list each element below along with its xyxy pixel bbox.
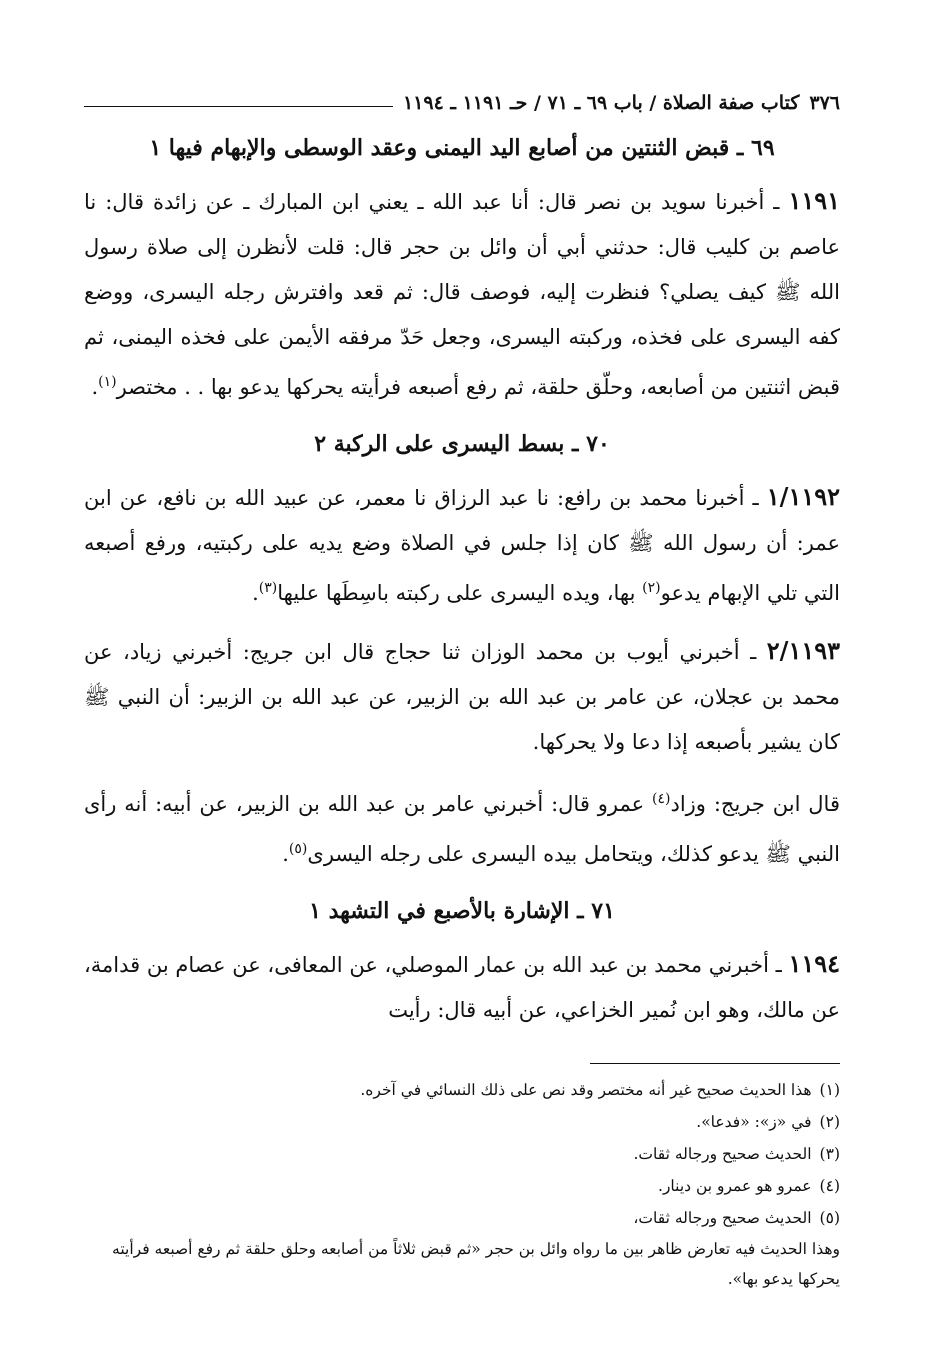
- footnote-number: (٥): [819, 1209, 840, 1227]
- footnote-continuation: وهذا الحديث فيه تعارض ظاهر بين ما رواه وائل بن حجر «ثم قبض ثلاثاً من أصابعه وحلق حلقة ثم رفع أصبعه فرأيته يحركها يدعو بها».: [112, 1240, 840, 1288]
- footnote-separator: [590, 1063, 840, 1064]
- footnote-number: (١): [819, 1081, 840, 1099]
- footnote-marker[interactable]: (٣): [258, 580, 278, 596]
- hadith-tail: .: [282, 842, 289, 866]
- footnote-text: عمرو هو عمرو بن دينار.: [658, 1177, 812, 1195]
- section-heading-70: ٧٠ ـ بسط اليسرى على الركبة ٢: [314, 431, 610, 457]
- hadith-1192: [84, 474, 840, 616]
- footnote-text: الحديث صحيح ورجاله ثقات،: [633, 1209, 812, 1227]
- footnote-item: [84, 1138, 840, 1170]
- hadith-1193: [84, 628, 840, 765]
- hadith-1194: [84, 941, 840, 1033]
- section-heading-69: ٦٩ ـ قبض الثنتين من أصابع اليد اليمنى وعقد الوسطى والإبهام فيها ١: [149, 135, 775, 161]
- hadith-1193-addition: [84, 777, 840, 877]
- footnote-item: [84, 1202, 840, 1234]
- footnote-item: [84, 1106, 840, 1138]
- book-title: كتاب صفة الصلاة / باب ٦٩ ـ ٧١ / حـ ١١٩١ ـ ١١٩٤: [402, 92, 800, 114]
- hadith-number: ٢/١١٩٣: [766, 636, 840, 665]
- hadith-text: ـ أخبرنا محمد بن رافع: نا عبد الرزاق نا معمر، عن عبيد الله بن نافع، عن ابن عمر: أن رسول الله ﷺ كان إذا جلس في الصلاة وضع يديه على ركبتيه، ورفع أصبعه التي تلي الإبهام يدعو: [84, 486, 840, 605]
- footnote-marker[interactable]: (١): [98, 374, 117, 390]
- hadith-text: ـ أخبرني أيوب بن محمد الوزان ثنا حجاج قال ابن جريج: أخبرني زياد، عن محمد بن عجلان، عن عامر بن عبد الله بن الزبير، عن عبد الله بن الزبير: أن النبي ﷺ كان يشير بأصبعه إذا دعا ولا يحركها.: [84, 640, 840, 754]
- hadith-1191: [84, 178, 840, 410]
- page-number: ٣٧٦: [809, 92, 840, 114]
- hadith-text: ـ أخبرني محمد بن عبد الله بن عمار الموصلي، عن المعافى، عن عصام بن قدامة، عن مالك، وهو ابن نُمير الخزاعي، عن أبيه قال: رأيت: [84, 953, 840, 1022]
- hadith-tail: .: [252, 581, 259, 605]
- footnote-text: الحديث صحيح ورجاله ثقات.: [633, 1145, 812, 1163]
- footnote-number: (٣): [819, 1145, 840, 1163]
- hadith-text-continued: عمرو قال: أخبرني عامر بن عبد الله بن الزبير، عن أبيه: أنه رأى النبي ﷺ يدعو كذلك، ويتحامل بيده اليسرى على رجله اليسرى: [84, 792, 840, 866]
- footnote-item: [84, 1074, 840, 1106]
- hadith-number: ١١٩٤: [788, 949, 840, 978]
- footnote-text: في «ز»: «فدعا».: [696, 1113, 812, 1131]
- footnotes: [84, 1074, 840, 1294]
- footnote-number: (٢): [819, 1113, 840, 1131]
- footnote-number: (٤): [819, 1177, 840, 1195]
- hadith-text-continued: بها، ويده اليسرى على ركبته باسِطَها عليها: [277, 581, 643, 605]
- hadith-number: ١١٩١: [788, 186, 840, 215]
- footnote-item: [84, 1170, 840, 1202]
- section-heading-71: ٧١ ـ الإشارة بالأصبع في التشهد ١: [309, 898, 615, 924]
- footnote-marker[interactable]: (٢): [642, 580, 661, 596]
- footnote-marker[interactable]: (٤): [652, 791, 671, 807]
- footnote-marker[interactable]: (٥): [288, 841, 308, 857]
- hadith-text: قال ابن جريج: وزاد: [670, 792, 840, 816]
- header-rule: [84, 106, 393, 107]
- hadith-text: ـ أخبرنا سويد بن نصر قال: أنا عبد الله ـ يعني ابن المبارك ـ عن زائدة قال: نا عاصم بن كليب قال: حدثني أبي أن وائل بن حجر قال: قلت لأنظرن إلى صلاة رسول الله ﷺ كيف يصلي؟ فنظرت إليه، فوصف قال: ثم قعد وافترش رجله اليسرى، ووضع كفه اليسرى على فخذه، وركبته اليسرى، وجعل حَدّ مرفقه الأيمن على فخذه اليمنى، ثم قبض اثنتين من أصابعه، وحلّق حلقة، ثم رفع أصبعه فرأيته يحركها يدعو بها . . مختصر: [84, 190, 840, 399]
- hadith-tail: .: [91, 375, 99, 399]
- footnote-text: هذا الحديث صحيح غير أنه مختصر وقد نص على ذلك النسائي في آخره.: [360, 1081, 812, 1099]
- running-header: [84, 84, 840, 114]
- hadith-number: ١/١١٩٢: [766, 482, 840, 511]
